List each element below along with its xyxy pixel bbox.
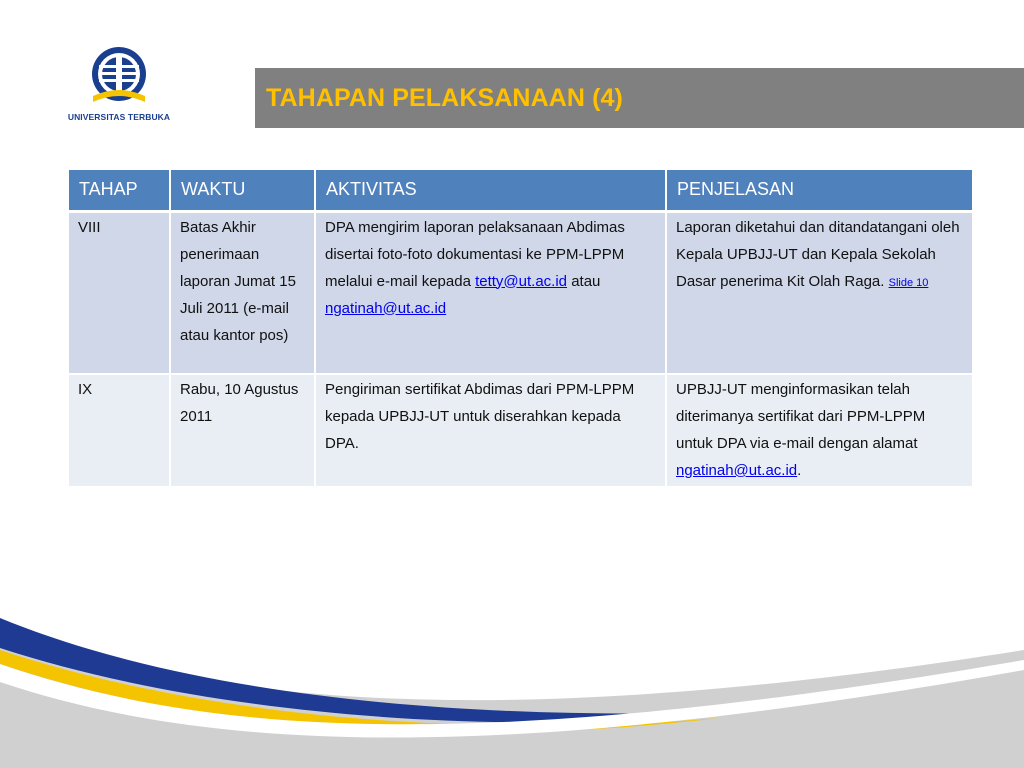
- slide-10-link[interactable]: Slide 10: [888, 276, 929, 289]
- email-link-tetty[interactable]: tetty@ut.ac.id: [475, 272, 568, 290]
- page-title: TAHAPAN PELAKSANAAN (4): [266, 83, 623, 112]
- header-tahap: TAHAP: [69, 170, 170, 211]
- table-row: [69, 211, 972, 374]
- penjelasan-text: UPBJJ-UT menginformasikan telah diterimanya sertifikat dari PPM-LPPM untuk DPA via e-mail dengan alamat: [676, 381, 926, 452]
- header-aktivitas: AKTIVITAS: [315, 170, 666, 211]
- penjelasan-text: Laporan diketahui dan ditandatangani oleh Kepala UPBJJ-UT dan Kepala Sekolah Dasar penerima Kit Olah Raga.: [676, 218, 960, 290]
- footer-swoosh: [0, 560, 1024, 768]
- header-waktu: WAKTU: [170, 170, 315, 211]
- schedule-table: [69, 170, 972, 488]
- cell-penjelasan: [666, 374, 972, 487]
- aktivitas-join: atau: [571, 272, 601, 290]
- aktivitas-text: DPA mengirim laporan pelaksanaan Abdimas disertai foto-foto dokumentasi ke PPM-LPPM melalui e-mail kepada: [325, 218, 625, 290]
- email-link-ngatinah[interactable]: ngatinah@ut.ac.id: [676, 462, 798, 479]
- logo-emblem-icon: [89, 44, 149, 110]
- header-penjelasan: PENJELASAN: [666, 170, 972, 211]
- cell-waktu: Rabu, 10 Agustus 2011: [170, 374, 315, 487]
- cell-penjelasan: [666, 211, 972, 374]
- university-logo: [64, 44, 174, 126]
- email-link-ngatinah[interactable]: ngatinah@ut.ac.id: [325, 299, 447, 317]
- cell-aktivitas: Pengiriman sertifikat Abdimas dari PPM-LPPM kepada UPBJJ-UT untuk diserahkan kepada DPA.: [315, 374, 666, 487]
- cell-aktivitas: [315, 211, 666, 374]
- penjelasan-end: .: [797, 462, 802, 479]
- cell-tahap: VIII: [69, 211, 170, 374]
- title-bar: [255, 68, 1024, 128]
- cell-waktu: Batas Akhir penerimaan laporan Jumat 15 Juli 2011 (e-mail atau kantor pos): [170, 211, 315, 374]
- cell-tahap: IX: [69, 374, 170, 487]
- logo-text: UNIVERSITAS TERBUKA: [67, 112, 171, 122]
- table-header-row: [69, 170, 972, 211]
- table-row: [69, 374, 972, 487]
